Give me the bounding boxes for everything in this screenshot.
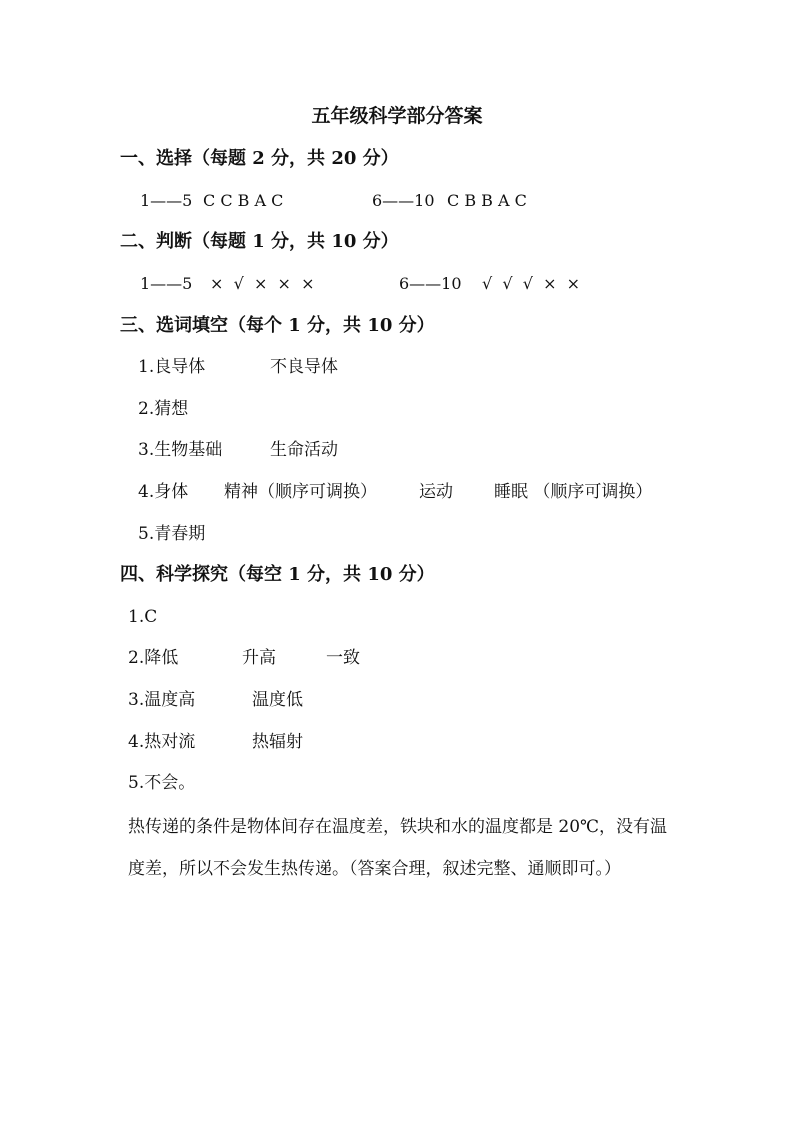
section-1-heading: 一、选择（每题 2 分，共 20 分）	[120, 148, 399, 169]
s3-item4-answer-c: 运动	[419, 482, 453, 502]
s3-item4-answer-a: 4.身体	[138, 482, 189, 502]
s3-item3-answer-b: 生命活动	[270, 440, 338, 460]
s4-item2-answer-c: 一致	[326, 648, 360, 668]
s4-item5-answer: 5.不会。	[128, 773, 196, 793]
page-title: 五年级科学部分答案	[311, 105, 483, 127]
s2-row1-answers: × √ × × ×	[210, 274, 315, 293]
s3-item1-answer-b: 不良导体	[270, 357, 338, 377]
s4-item4-answer-a: 4.热对流	[128, 732, 196, 752]
s1-row2-label: 6——10	[372, 191, 435, 210]
s1-row2-answers: C B B A C	[447, 191, 527, 210]
s3-item4-answer-b: 精神（顺序可调换）	[224, 482, 377, 502]
s4-item3-answer-a: 3.温度高	[128, 690, 196, 710]
section-3-heading: 三、选词填空（每个 1 分，共 10 分）	[120, 315, 435, 336]
s2-row2-label: 6——10	[399, 274, 462, 293]
s1-row1-answers: C C B A C	[203, 191, 284, 210]
s4-item1-answer: 1.C	[128, 607, 158, 627]
s3-item3-answer-a: 3.生物基础	[138, 440, 223, 460]
s2-row1-label: 1——5	[140, 274, 193, 293]
s3-item5-answer: 5.青春期	[138, 524, 206, 544]
s3-item2-answer: 2.猜想	[138, 399, 189, 419]
s4-item2-answer-b: 升高	[242, 648, 276, 668]
s4-item4-answer-b: 热辐射	[252, 732, 303, 752]
s2-row2-answers: √ √ √ × ×	[482, 274, 581, 293]
s1-row1-label: 1——5	[140, 191, 193, 210]
s3-item1-answer-a: 1.良导体	[138, 357, 206, 377]
s4-item3-answer-b: 温度低	[252, 690, 303, 710]
s4-item5-explanation: 热传递的条件是物体间存在温度差，铁块和水的温度都是 20℃，没有温度差，所以不会发生热传递。（答案合理，叙述完整、通顺即可。）	[128, 817, 668, 879]
section-4-heading: 四、科学探究（每空 1 分，共 10 分）	[120, 564, 435, 585]
s3-item4-answer-d: 睡眠 （顺序可调换）	[494, 482, 653, 502]
s4-item2-answer-a: 2.降低	[128, 648, 179, 668]
section-2-heading: 二、判断（每题 1 分，共 10 分）	[120, 231, 399, 252]
